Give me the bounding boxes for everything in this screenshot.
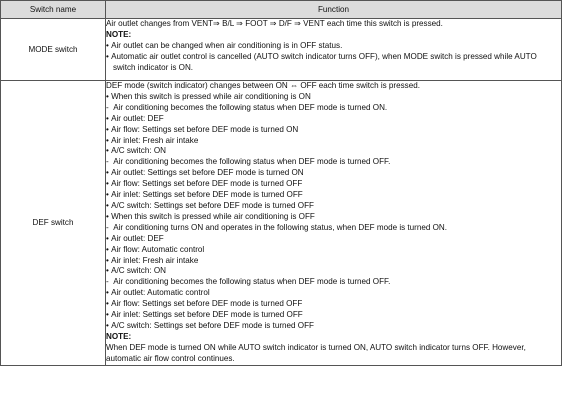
list-item: • Air flow: Settings set before DEF mode is turned OFF [106, 179, 561, 190]
def-ac-on-off-title: - Air conditioning becomes the following status when DEF mode is turned OFF. [106, 157, 561, 168]
list-item: • Air flow: Settings set before DEF mode is turned ON [106, 125, 561, 136]
def-ac-off-off-title: - Air conditioning becomes the following status when DEF mode is turned OFF. [106, 277, 561, 288]
mode-bullet-1: • Air outlet can be changed when air conditioning is in OFF status. [106, 41, 561, 52]
header-row [1, 1, 562, 19]
mode-switch-function [106, 19, 562, 81]
def-bullet-ac-off: • When this switch is pressed while air conditioning is OFF [106, 212, 561, 223]
def-note-label: NOTE: [106, 331, 132, 341]
header-function: Function [106, 1, 562, 19]
def-ac-on-on-title: - Air conditioning becomes the following status when DEF mode is turned ON. [106, 103, 561, 114]
list-item: • Air inlet: Fresh air intake [106, 136, 561, 147]
table-row-def [1, 81, 562, 366]
list-item: • Air inlet: Settings set before DEF mode is turned OFF [106, 190, 561, 201]
mode-switch-name: MODE switch [1, 19, 106, 81]
mode-line-1: Air outlet changes from VENT⇒ B/L ⇒ FOOT ⇒ D/F ⇒ VENT each time this switch is pressed. [106, 19, 443, 28]
mode-bullet-2: • Automatic air outlet control is cancelled (AUTO switch indicator turns OFF), when MODE switch is pressed while AUTO switch indicator is ON. [106, 52, 561, 74]
def-ac-off-on-title: - Air conditioning turns ON and operates in the following status, when DEF mode is turned ON. [106, 223, 561, 234]
def-intro: DEF mode (switch indicator) changes between ON ⇔ OFF each time switch is pressed. [106, 81, 420, 90]
list-item: • A/C switch: ON [106, 146, 561, 157]
list-item: • Air flow: Automatic control [106, 245, 561, 256]
list-item: • Air outlet: Settings set before DEF mode is turned ON [106, 168, 561, 179]
list-item: • Air inlet: Settings set before DEF mode is turned OFF [106, 310, 561, 321]
list-item: • A/C switch: ON [106, 266, 561, 277]
list-item: • Air outlet: DEF [106, 234, 561, 245]
list-item: • Air outlet: DEF [106, 114, 561, 125]
list-item: • Air inlet: Fresh air intake [106, 256, 561, 267]
mode-note-label: NOTE: [106, 29, 132, 39]
def-bullet-ac-on: • When this switch is pressed while air conditioning is ON [106, 92, 561, 103]
list-item: • A/C switch: Settings set before DEF mode is turned OFF [106, 321, 561, 332]
def-note-text: When DEF mode is turned ON while AUTO switch indicator is turned ON, AUTO switch indicator turns OFF. However, automatic air flow control continues. [106, 342, 526, 363]
list-item: • Air outlet: Automatic control [106, 288, 561, 299]
def-switch-name: DEF switch [1, 81, 106, 366]
header-switch-name: Switch name [1, 1, 106, 19]
list-item: • Air flow: Settings set before DEF mode is turned OFF [106, 299, 561, 310]
def-switch-function [106, 81, 562, 366]
table-row-mode [1, 19, 562, 81]
list-item: • A/C switch: Settings set before DEF mode is turned OFF [106, 201, 561, 212]
